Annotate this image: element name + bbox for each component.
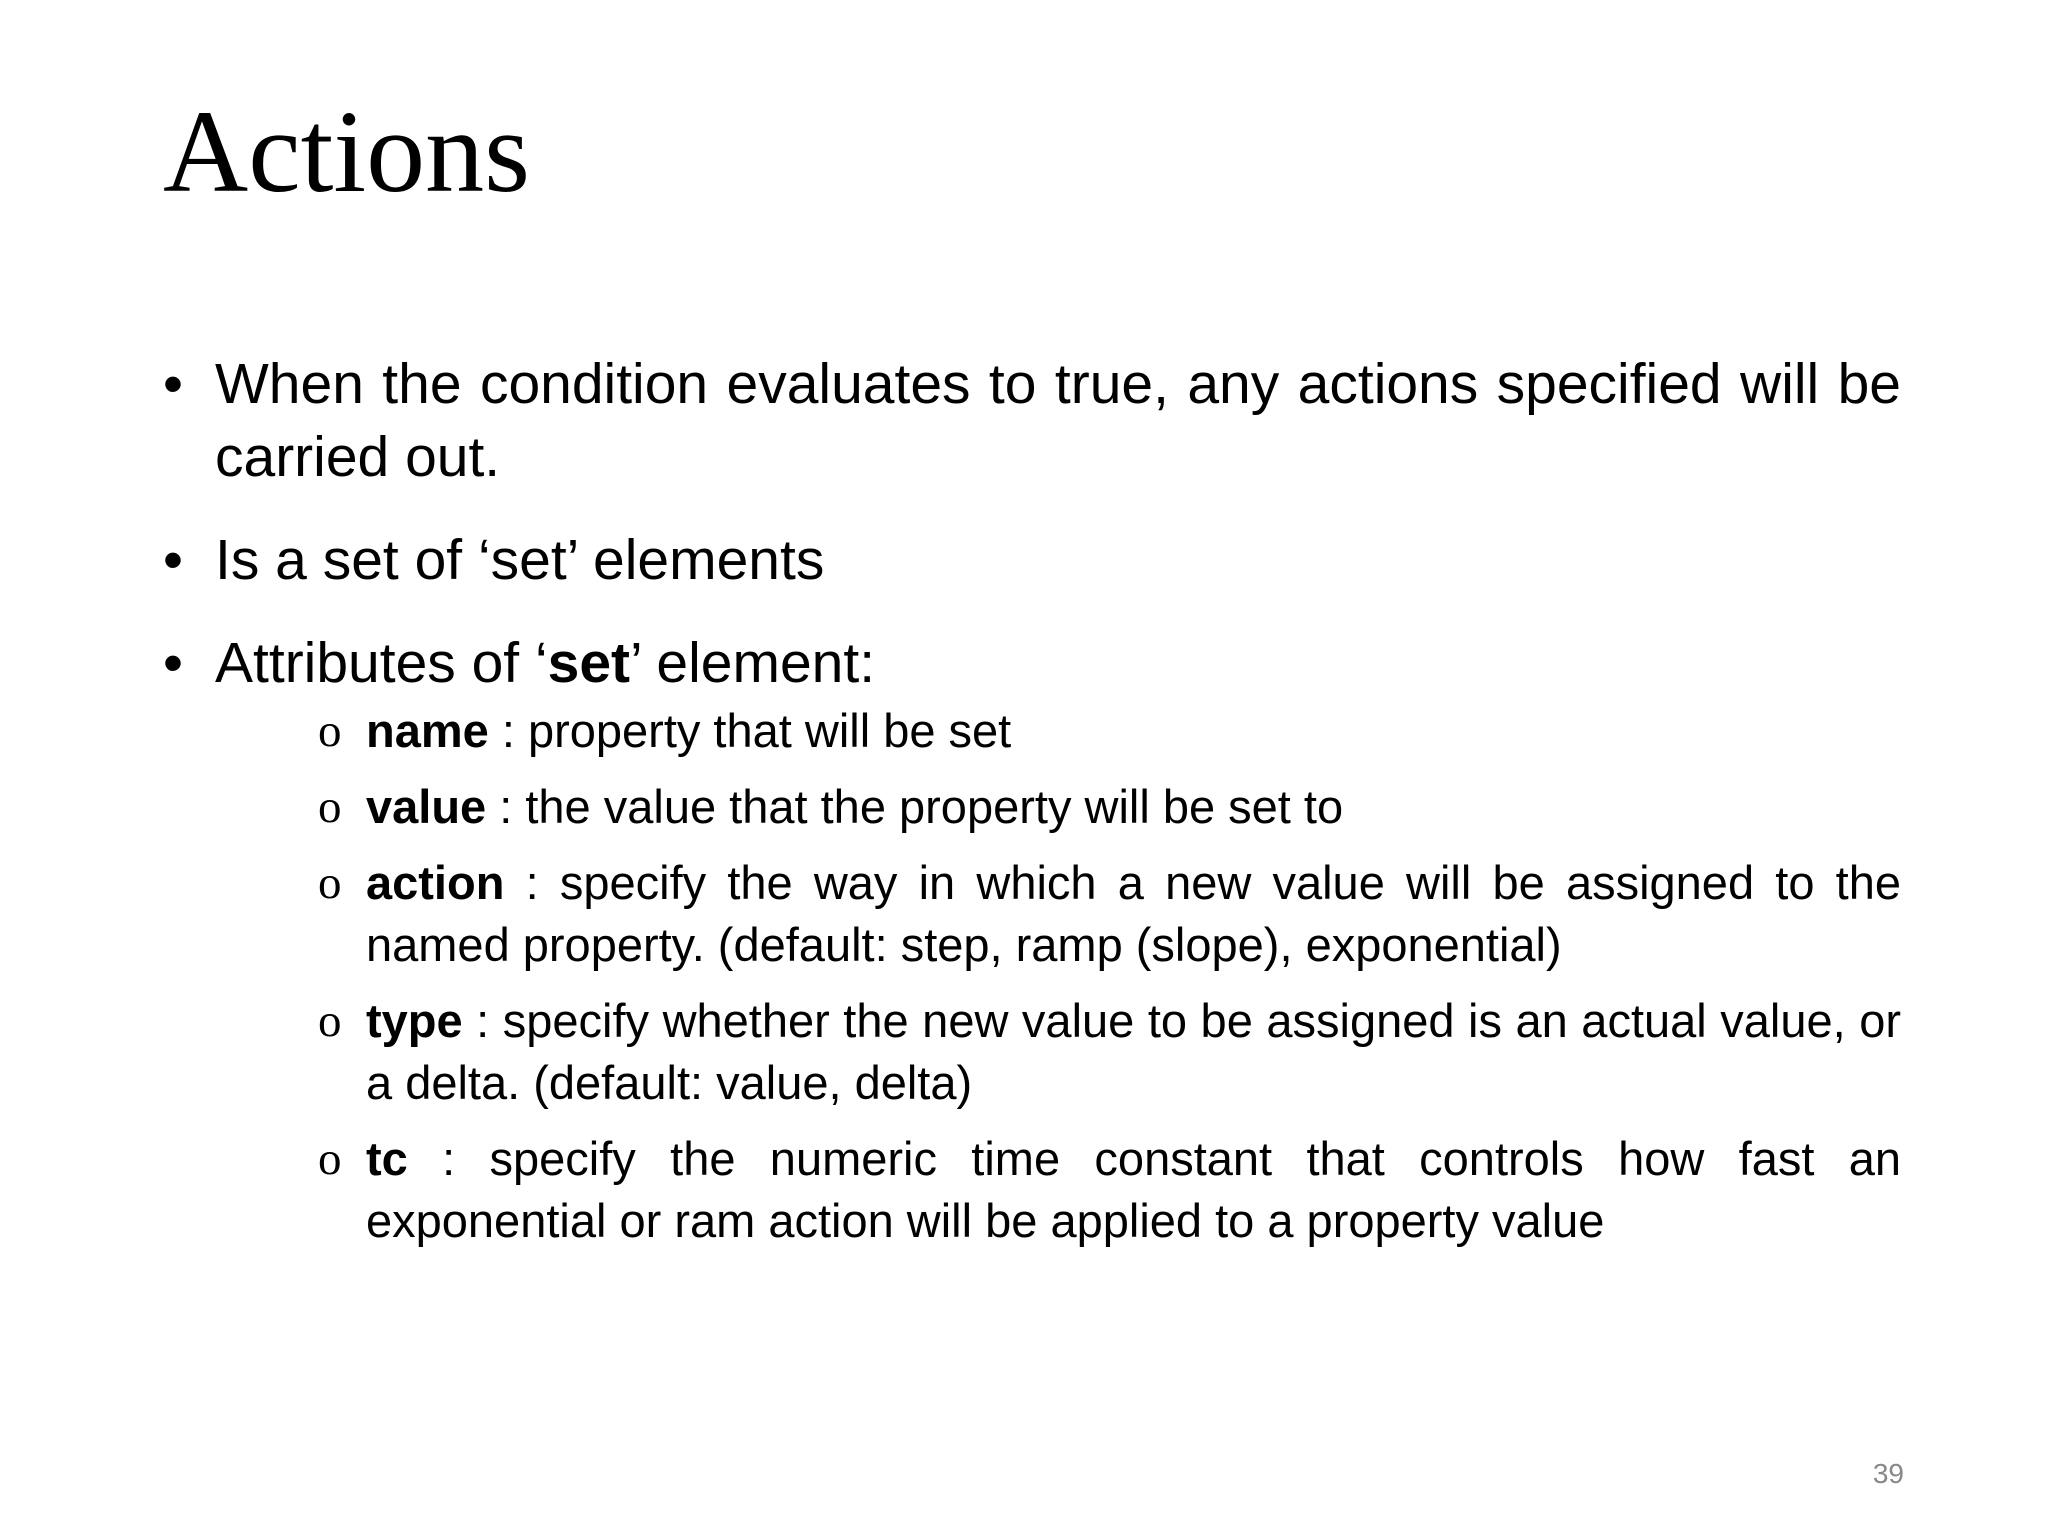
attribute-item [318, 1128, 1901, 1252]
attribute-term: name [366, 704, 489, 757]
bullet-text-prefix: Attributes of ‘ [215, 631, 548, 695]
bullet-item [163, 348, 1901, 494]
attribute-term: type [366, 994, 463, 1047]
bullet-icon: • [163, 631, 183, 695]
sub-bullet-icon: o [318, 1133, 342, 1185]
bullet-item [163, 627, 1901, 1252]
sub-bullet-icon: o [318, 705, 342, 757]
attribute-term: value [366, 780, 487, 833]
attribute-item [318, 990, 1901, 1114]
attribute-item [318, 776, 1901, 838]
bullet-list [163, 348, 1901, 1266]
slide-title: Actions [163, 86, 531, 217]
sub-bullet-icon: o [318, 995, 342, 1047]
attribute-item [318, 852, 1901, 976]
bullet-icon: • [163, 352, 183, 416]
bullet-text-bold: set [547, 631, 631, 695]
bullet-item [163, 524, 1901, 597]
page-number: 39 [1872, 1458, 1904, 1489]
attribute-desc: : specify whether the new value to be assigned is an actual value, or a delta. (default: value, delta) [366, 994, 1901, 1109]
attribute-desc: : property that will be set [488, 704, 1012, 757]
bullet-text-suffix: ’ element: [630, 631, 876, 695]
attribute-term: action [366, 856, 505, 909]
attribute-item [318, 700, 1901, 762]
attribute-desc: : the value that the property will be set to [486, 780, 1344, 833]
attribute-term: tc [366, 1132, 408, 1185]
sub-bullet-icon: o [318, 781, 342, 833]
attribute-desc: : specify the way in which a new value will be assigned to the named property. (default: step, ramp (slope), exponential) [366, 856, 1901, 971]
bullet-icon: • [163, 528, 183, 592]
sub-bullet-icon: o [318, 857, 342, 909]
bullet-text: Is a set of ‘set’ elements [215, 528, 825, 592]
attribute-desc: : specify the numeric time constant that controls how fast an exponential or ram action will be applied to a property value [366, 1132, 1901, 1247]
bullet-text: When the condition evaluates to true, any actions specified will be carried out. [215, 352, 1901, 489]
attribute-list [215, 700, 1901, 1252]
